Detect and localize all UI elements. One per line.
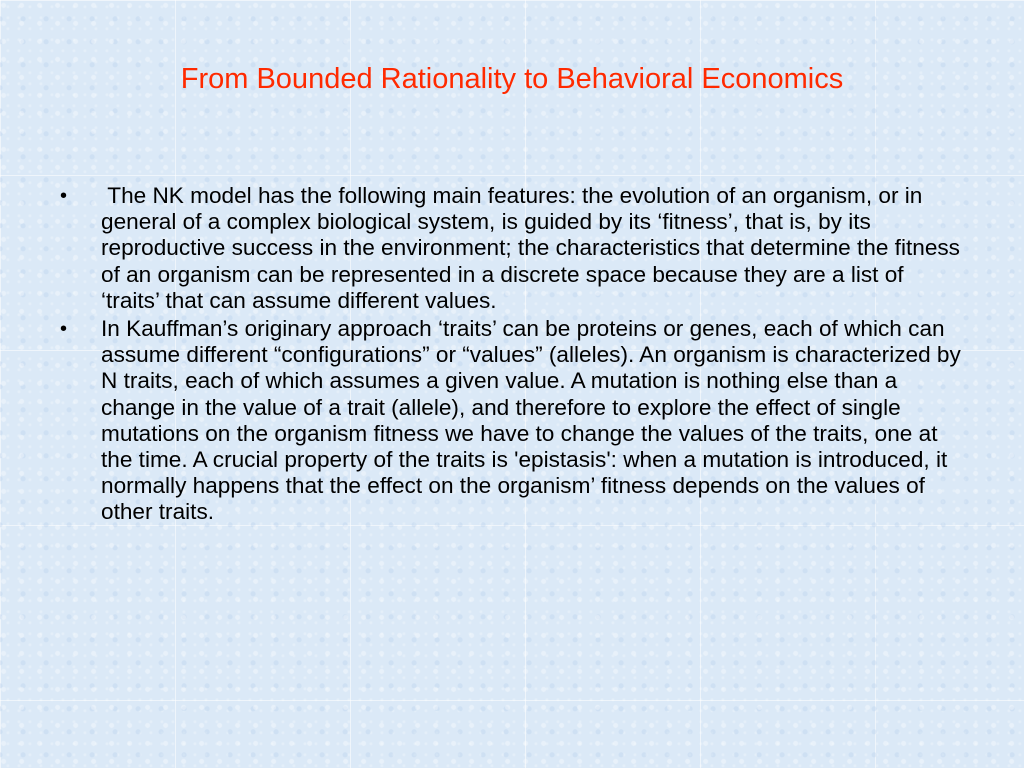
bullet-text: The NK model has the following main features: the evolution of an organism, or in general of a complex biological system, is guided by its ‘fitness’, that is, by its reproductive success in the environment; the characteristics that determine the fitness of an organism can be represented in a discrete space because they are a list of ‘traits’ that can assume different values. — [101, 183, 967, 313]
bullet-list — [60, 183, 966, 528]
bullet-item-nk-model — [60, 183, 966, 314]
bullet-marker: • — [60, 318, 68, 341]
bullet-text: In Kauffman’s originary approach ‘traits’ can be proteins or genes, each of which can assume different “configurations” or “values” (alleles). An organism is characterized by N traits, each of which assumes a given value. A mutation is nothing else than a change in the value of a trait (allele), and therefore to explore the effect of single mutations on the organism fitness we have to change the values of the traits, one at the time. A crucial property of the traits is 'epistasis': when a mutation is introduced, it normally happens that the effect on the organism’ fitness depends on the values of other traits. — [101, 316, 961, 525]
bullet-item-kauffman — [60, 316, 966, 526]
slide-title: From Bounded Rationality to Behavioral Economics — [180, 63, 844, 95]
bullet-marker: • — [60, 185, 68, 207]
